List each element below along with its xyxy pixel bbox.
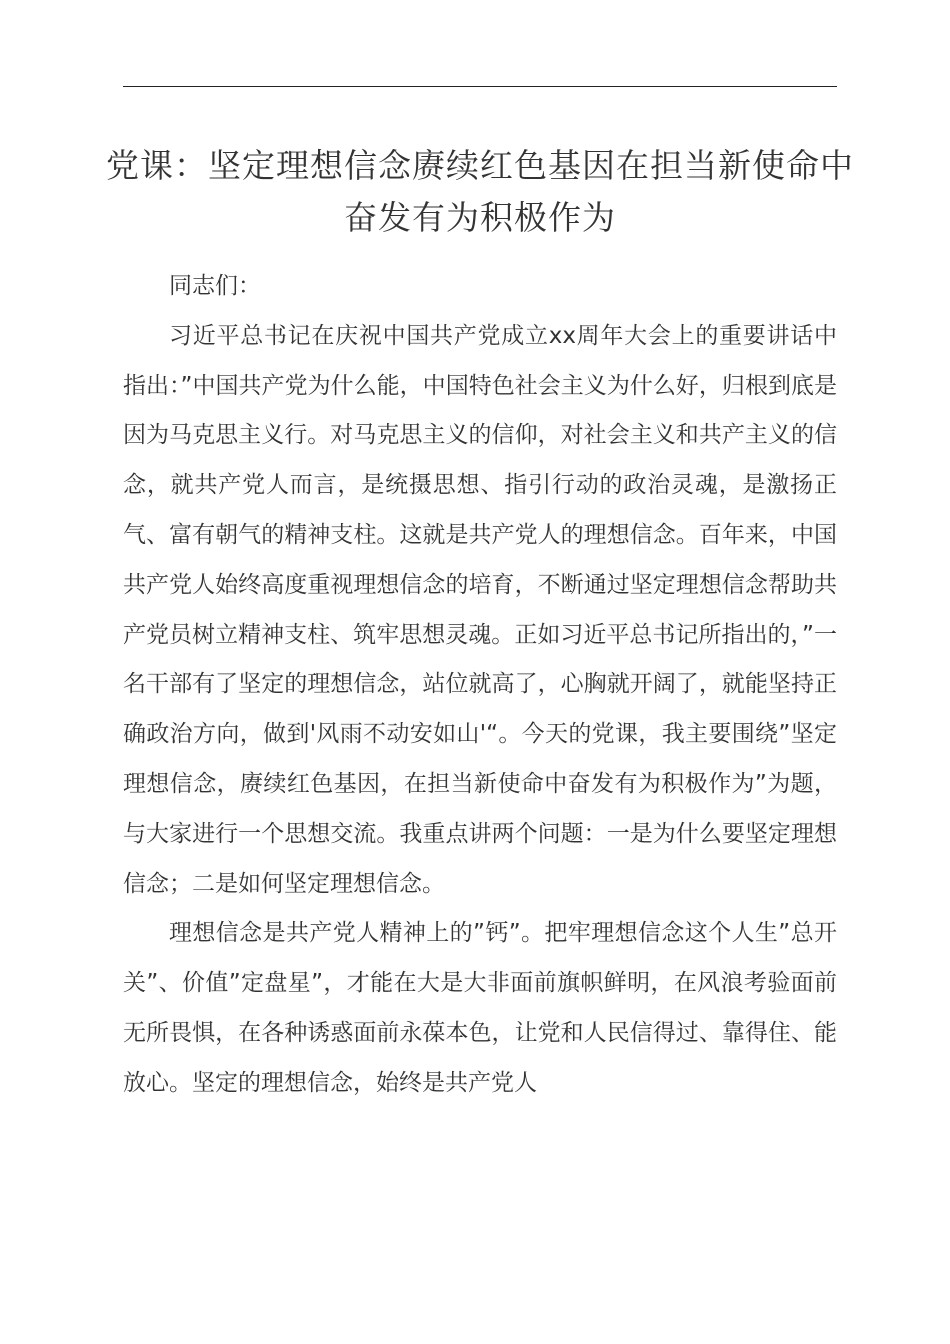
document-title: 党课：坚定理想信念赓续红色基因在担当新使命中奋发有为积极作为 [106, 146, 854, 237]
header-rule [123, 86, 837, 87]
paragraph: 理想信念是共产党人精神上的”钙”。把牢理想信念这个人生”总开关”、价值”定盘星”，才能在大是大非面前旗帜鲜明，在风浪考验面前无所畏惧，在各种诱惑面前永葆本色，让党和人民信得过、靠得住、能放心。坚定的理想信念，始终是共产党人 [123, 920, 837, 1096]
salutation: 同志们： [169, 273, 261, 299]
document-body [123, 262, 837, 1109]
paragraph: 习近平总书记在庆祝中国共产党成立xx周年大会上的重要讲话中指出：”中国共产党为什么能，中国特色社会主义为什么好，归根到底是因为马克思主义行。对马克思主义的信仰，对社会主义和共产主义的信念，就共产党人而言，是统摄思想、指引行动的政治灵魂，是激扬正气、富有朝气的精神支柱。这就是共产党人的理想信念。百年来，中国共产党人始终高度重视理想信念的培育，不断通过坚定理想信念帮助共产党员树立精神支柱、筑牢思想灵魂。正如习近平总书记所指出的，”一名干部有了坚定的理想信念，站位就高了，心胸就开阔了，就能坚持正确政治方向，做到'风雨不动安如山'“。今天的党课，我主要围绕”坚定理想信念，赓续红色基因，在担当新使命中奋发有为积极作为”为题，与大家进行一个思想交流。我重点讲两个问题：一是为什么要坚定理想信念；二是如何坚定理想信念。 [123, 322, 837, 897]
